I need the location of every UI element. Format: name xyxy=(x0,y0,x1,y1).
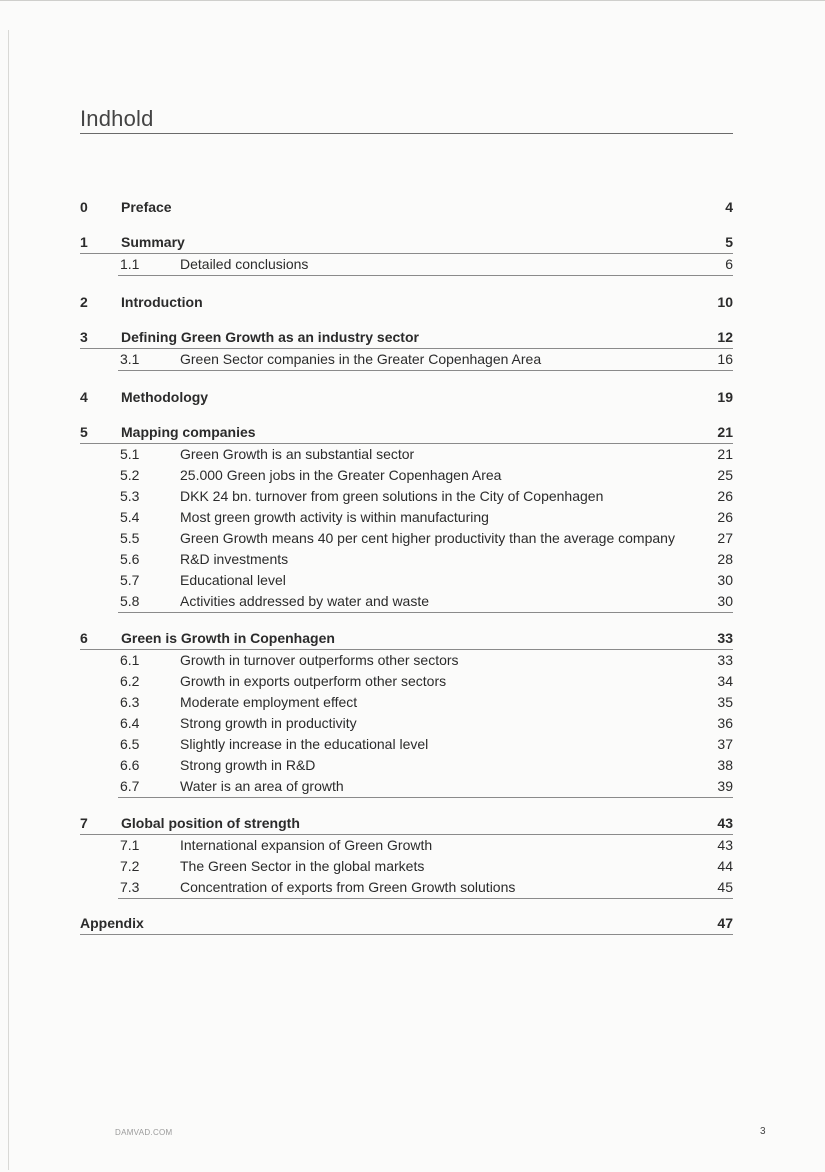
toc-section-6-3[interactable] xyxy=(80,693,733,712)
title-rule xyxy=(80,133,733,134)
toc-section-6-7[interactable] xyxy=(80,777,733,796)
chapter-rule xyxy=(80,834,733,835)
toc-chapter-5[interactable] xyxy=(80,423,733,442)
toc-page-number: 21 xyxy=(717,424,733,440)
toc-section-7-3[interactable] xyxy=(80,878,733,897)
toc-number: 6.4 xyxy=(120,715,140,731)
toc-section-3-1[interactable] xyxy=(80,350,733,369)
toc-appendix[interactable] xyxy=(80,914,733,933)
toc-number: 5.2 xyxy=(120,467,140,483)
toc-section-6-5[interactable] xyxy=(80,735,733,754)
page-number: 3 xyxy=(760,1126,766,1137)
toc-chapter-1[interactable] xyxy=(80,233,733,252)
toc-label: Concentration of exports from Green Growth solutions xyxy=(180,879,516,895)
toc-page-number: 10 xyxy=(717,294,733,310)
toc-page-number: 25 xyxy=(717,467,733,483)
toc-label: Green Growth means 40 per cent higher productivity than the average company xyxy=(180,530,675,546)
toc-label: Strong growth in productivity xyxy=(180,715,357,731)
appendix-rule xyxy=(80,934,733,935)
toc-number: 3.1 xyxy=(120,351,140,367)
toc-number: 7 xyxy=(80,815,88,831)
toc-label: Appendix xyxy=(80,915,144,931)
toc-label: Defining Green Growth as an industry sector xyxy=(121,329,419,345)
toc-label: Growth in exports outperform other sectors xyxy=(180,673,447,689)
toc-section-5-3[interactable] xyxy=(80,487,733,506)
toc-chapter-3[interactable] xyxy=(80,328,733,347)
toc-label: Growth in turnover outperforms other sectors xyxy=(180,652,459,668)
toc-chapter-4[interactable] xyxy=(80,388,733,407)
section-group-rule xyxy=(118,370,733,371)
toc-number: 0 xyxy=(80,199,88,215)
toc-number: 1.1 xyxy=(120,256,140,272)
toc-section-5-7[interactable] xyxy=(80,571,733,590)
toc-section-6-6[interactable] xyxy=(80,756,733,775)
toc-page-number: 37 xyxy=(717,736,733,752)
toc-page-number: 5 xyxy=(725,234,733,250)
toc-label: Educational level xyxy=(180,572,286,588)
toc-number: 6.2 xyxy=(120,673,140,689)
toc-label: DKK 24 bn. turnover from green solutions in the City of Copenhagen xyxy=(180,488,604,504)
toc-page-number: 6 xyxy=(725,256,733,272)
toc-chapter-0[interactable] xyxy=(80,198,733,217)
toc-page-number: 26 xyxy=(717,488,733,504)
toc-number: 7.2 xyxy=(120,858,140,874)
toc-label: Activities addressed by water and waste xyxy=(180,593,430,609)
toc-page-number: 26 xyxy=(717,509,733,525)
toc-page-number: 21 xyxy=(717,446,733,462)
page-title: Indhold xyxy=(80,106,154,131)
toc-number: 6 xyxy=(80,630,88,646)
toc-number: 2 xyxy=(80,294,88,310)
toc-number: 5.7 xyxy=(120,572,140,588)
section-group-rule xyxy=(118,612,733,613)
toc-label: 25.000 Green jobs in the Greater Copenhagen Area xyxy=(180,467,502,483)
toc-number: 5.8 xyxy=(120,593,140,609)
toc-label: Moderate employment effect xyxy=(180,694,358,710)
toc-section-5-4[interactable] xyxy=(80,508,733,527)
toc-page-number: 34 xyxy=(717,673,733,689)
toc-label: Detailed conclusions xyxy=(180,256,309,272)
toc-page-number: 33 xyxy=(717,630,733,646)
toc-label: Green is Growth in Copenhagen xyxy=(121,630,335,646)
toc-number: 6.3 xyxy=(120,694,140,710)
page-edge-top xyxy=(0,0,825,1)
toc-page-number: 12 xyxy=(717,329,733,345)
chapter-rule xyxy=(80,348,733,349)
toc-page-number: 19 xyxy=(717,389,733,405)
toc-number: 5.3 xyxy=(120,488,140,504)
toc-section-5-6[interactable] xyxy=(80,550,733,569)
toc-chapter-7[interactable] xyxy=(80,814,733,833)
toc-label: International expansion of Green Growth xyxy=(180,837,433,853)
toc-page-number: 36 xyxy=(717,715,733,731)
chapter-rule xyxy=(80,649,733,650)
toc-section-6-2[interactable] xyxy=(80,672,733,691)
toc-page-number: 30 xyxy=(717,593,733,609)
toc-page-number: 27 xyxy=(717,530,733,546)
toc-section-5-1[interactable] xyxy=(80,445,733,464)
toc-section-7-1[interactable] xyxy=(80,836,733,855)
toc-number: 7.3 xyxy=(120,879,140,895)
toc-number: 5.1 xyxy=(120,446,140,462)
toc-label: Methodology xyxy=(121,389,209,405)
toc-label: Slightly increase in the educational level xyxy=(180,736,429,752)
toc-chapter-2[interactable] xyxy=(80,293,733,312)
toc-label: Green Sector companies in the Greater Copenhagen Area xyxy=(180,351,542,367)
toc-label: Water is an area of growth xyxy=(180,778,344,794)
toc-section-5-8[interactable] xyxy=(80,592,733,611)
toc-number: 4 xyxy=(80,389,88,405)
toc-label: Preface xyxy=(121,199,172,215)
toc-label: Global position of strength xyxy=(121,815,300,831)
chapter-rule xyxy=(80,253,733,254)
toc-number: 5.5 xyxy=(120,530,140,546)
toc-page-number: 44 xyxy=(717,858,733,874)
page-edge-left xyxy=(8,30,9,1170)
toc-label: Most green growth activity is within manufacturing xyxy=(180,509,489,525)
toc-page-number: 30 xyxy=(717,572,733,588)
toc-page-number: 4 xyxy=(725,199,733,215)
toc-number: 1 xyxy=(80,234,88,250)
toc-number: 5.6 xyxy=(120,551,140,567)
toc-section-1-1[interactable] xyxy=(80,255,733,274)
toc-section-6-1[interactable] xyxy=(80,651,733,670)
toc-page-number: 45 xyxy=(717,879,733,895)
toc-section-5-5[interactable] xyxy=(80,529,733,548)
toc-label: R&D investments xyxy=(180,551,289,567)
toc-number: 5 xyxy=(80,424,88,440)
toc-number: 6.1 xyxy=(120,652,140,668)
toc-number: 6.7 xyxy=(120,778,140,794)
toc-page-number: 28 xyxy=(717,551,733,567)
footer-brand: DAMVAD.COM xyxy=(115,1128,173,1137)
toc-section-7-2[interactable] xyxy=(80,857,733,876)
toc-page-number: 47 xyxy=(717,915,733,931)
toc-number: 7.1 xyxy=(120,837,140,853)
toc-number: 3 xyxy=(80,329,88,345)
toc-section-5-2[interactable] xyxy=(80,466,733,485)
section-group-rule xyxy=(118,797,733,798)
toc-label: Introduction xyxy=(121,294,203,310)
toc-label: The Green Sector in the global markets xyxy=(180,858,425,874)
toc-number: 5.4 xyxy=(120,509,140,525)
chapter-rule xyxy=(80,443,733,444)
toc-page-number: 33 xyxy=(717,652,733,668)
toc-label: Strong growth in R&D xyxy=(180,757,316,773)
toc-label: Mapping companies xyxy=(121,424,256,440)
toc-number: 6.5 xyxy=(120,736,140,752)
toc-page-number: 38 xyxy=(717,757,733,773)
toc-chapter-6[interactable] xyxy=(80,629,733,648)
toc-label: Green Growth is an substantial sector xyxy=(180,446,415,462)
section-group-rule xyxy=(118,275,733,276)
toc-page-number: 39 xyxy=(717,778,733,794)
toc-number: 6.6 xyxy=(120,757,140,773)
toc-page-number: 43 xyxy=(717,815,733,831)
toc-section-6-4[interactable] xyxy=(80,714,733,733)
section-group-rule xyxy=(118,898,733,899)
toc-label: Summary xyxy=(121,234,185,250)
toc-page-number: 16 xyxy=(717,351,733,367)
toc-page-number: 43 xyxy=(717,837,733,853)
toc-page-number: 35 xyxy=(717,694,733,710)
